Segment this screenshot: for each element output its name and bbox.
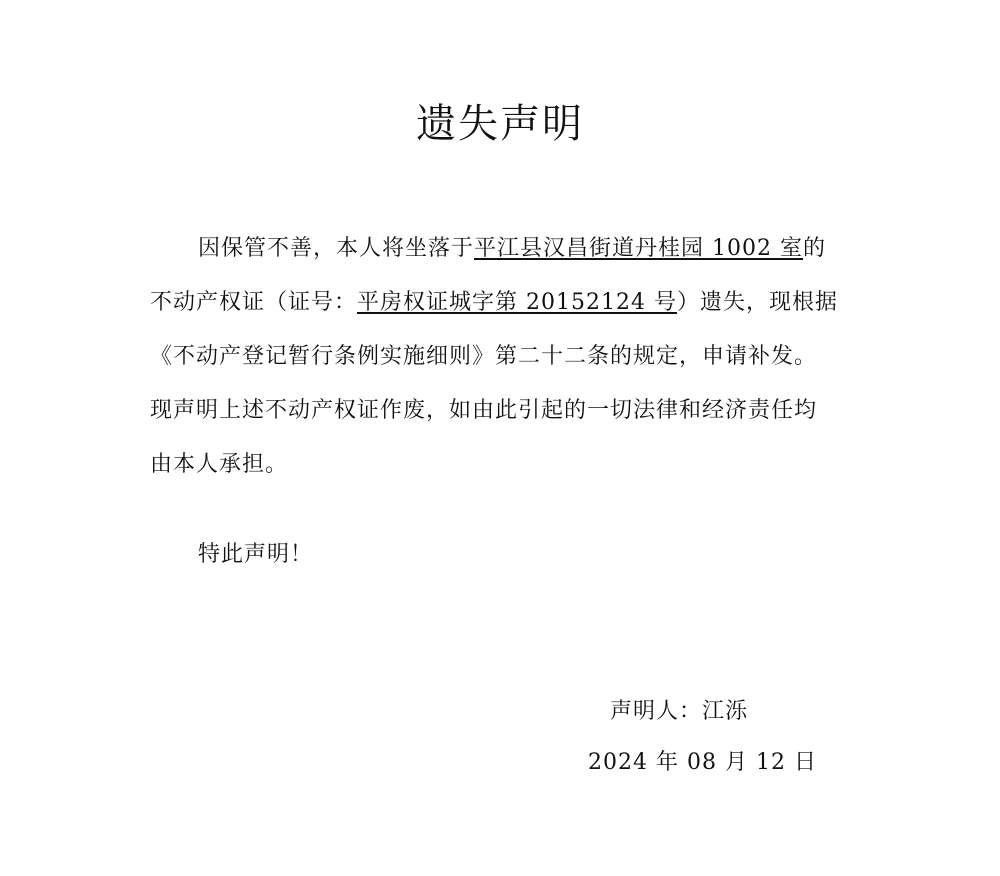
paragraph-line-5: 由本人承担。: [150, 452, 289, 477]
statement-paragraph: [150, 222, 870, 492]
line2-suffix: ）遗失，现根据: [676, 290, 838, 315]
paragraph-line-4: 现声明上述不动产权证作废，如由此引起的一切法律和经济责任均: [150, 398, 818, 423]
declarant-signature: 声明人：江泺: [610, 699, 749, 724]
property-address: 平江县汉昌街道丹桂园 1002 室: [474, 236, 803, 261]
line1-suffix: 的: [803, 236, 827, 261]
paragraph-line-1: [150, 222, 870, 276]
page-title: 遗失声明: [416, 101, 584, 147]
paragraph-line-3: 《不动产登记暂行条例实施细则》第二十二条的规定，申请补发。: [150, 344, 818, 369]
closing-remark: 特此声明！: [198, 542, 314, 567]
certificate-number: 平房权证城字第 20152124 号: [357, 290, 677, 315]
declaration-date: 2024 年 08 月 12 日: [588, 750, 817, 775]
line2-prefix: 不动产权证（证号：: [150, 290, 358, 315]
paragraph-line-2: [150, 276, 870, 330]
line1-prefix: 因保管不善，本人将坐落于: [198, 236, 475, 261]
